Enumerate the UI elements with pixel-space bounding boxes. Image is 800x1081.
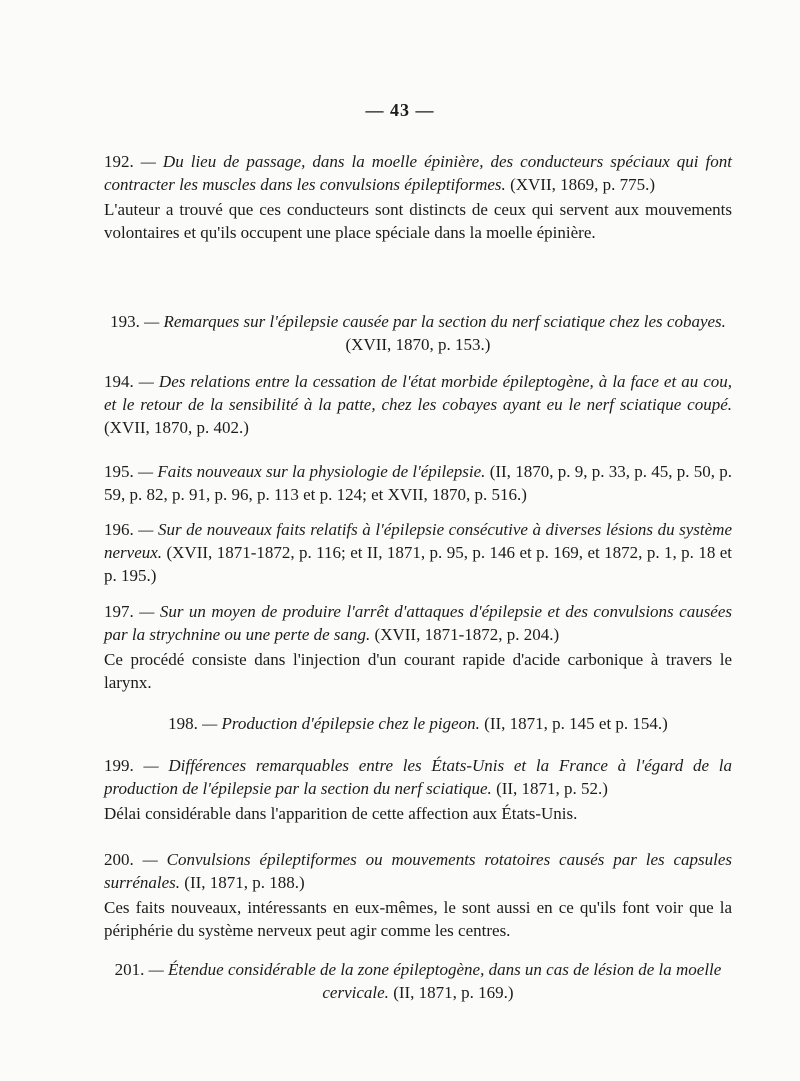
entry-note: Ces faits nouveaux, intéressants en eux-mêmes, le sont aussi en ce qu'ils font voir que la périphérie du système nerveux peut agir comme les centres.	[104, 898, 732, 940]
entry-reference: (XVII, 1871-1872, p. 204.)	[374, 625, 560, 644]
entry-reference: (XVII, 1870, p. 402.)	[104, 418, 249, 437]
entry-number: 194.	[104, 372, 134, 391]
entry-number: 198.	[168, 714, 198, 733]
entry-number: 192.	[104, 152, 134, 171]
entry-title: — Étendue considérable de la zone épileptogène, dans un cas de lésion de la moelle cervicale.	[148, 960, 722, 1002]
entry-note: L'auteur a trouvé que ces conducteurs sont distincts de ceux qui servent aux mouvements volontaires et qu'ils occupent une place spéciale dans la moelle épinière.	[104, 200, 732, 242]
entry-number: 199.	[104, 756, 134, 775]
entry-194	[104, 370, 732, 439]
entry-number: 193.	[110, 312, 140, 331]
entry-195	[104, 460, 732, 506]
entry-number: 195.	[104, 462, 134, 481]
entry-200	[104, 848, 732, 942]
page-number: — 43 —	[365, 100, 435, 120]
entry-reference: (XVII, 1869, p. 775.)	[510, 175, 656, 194]
entry-title: — Faits nouveaux sur la physiologie de l'épilepsie.	[138, 462, 486, 481]
entry-197	[104, 600, 732, 694]
entry-title: — Sur de nouveaux faits relatifs à l'épilepsie consécutive à diverses lésions du système nerveux.	[104, 520, 732, 562]
entry-reference: (II, 1870, p. 9, p. 33, p. 45, p. 50, p. 59, p. 82, p. 91, p. 96, p. 113 et p. 124; et XVII, 1870, p. 516.)	[104, 462, 733, 504]
entry-note: Ce procédé consiste dans l'injection d'un courant rapide d'acide carbonique à travers le larynx.	[104, 650, 732, 692]
entry-number: 200.	[104, 850, 134, 869]
entry-reference: (II, 1871, p. 188.)	[184, 873, 305, 892]
entry-198	[104, 712, 732, 735]
entry-reference: (II, 1871, p. 145 et p. 154.)	[484, 714, 668, 733]
entry-196	[104, 518, 732, 587]
entry-title: — Convulsions épileptiformes ou mouvements rotatoires causés par les capsules surrénales.	[104, 850, 733, 892]
entry-number: 201.	[114, 960, 145, 979]
entry-number: 196.	[104, 520, 134, 539]
entry-199	[104, 754, 732, 825]
entry-reference: (XVII, 1871-1872, p. 116; et II, 1871, p. 95, p. 146 et p. 169, et 1872, p. 1, p. 18 et p. 195.)	[104, 543, 733, 585]
entry-title: — Du lieu de passage, dans la moelle épinière, des conducteurs spéciaux qui font contracter les muscles dans les convulsions épileptiformes.	[104, 152, 732, 194]
entry-201	[104, 958, 732, 1004]
entry-title: — Production d'épilepsie chez le pigeon.	[202, 714, 480, 733]
entry-number: 197.	[104, 602, 134, 621]
entry-title: — Des relations entre la cessation de l'état morbide épileptogène, à la face et au cou, et le retour de la sensibilité à la patte, chez les cobayes ayant eu le nerf sciatique coupé.	[104, 372, 733, 414]
entry-title: — Remarques sur l'épilepsie causée par la section du nerf sciatique chez les cobayes.	[144, 312, 726, 331]
entry-193	[104, 310, 732, 356]
entry-192	[104, 150, 732, 244]
entry-reference: (II, 1871, p. 52.)	[496, 779, 608, 798]
entry-reference: (II, 1871, p. 169.)	[393, 983, 514, 1002]
entry-note: Délai considérable dans l'apparition de cette affection aux États-Unis.	[104, 804, 578, 823]
entry-title: — Sur un moyen de produire l'arrêt d'attaques d'épilepsie et des convulsions causées par la strychnine ou une perte de sang.	[104, 602, 733, 644]
entry-title: — Différences remarquables entre les États-Unis et la France à l'égard de la production de l'épilepsie par la section du nerf sciatique.	[104, 756, 733, 798]
entry-reference: (XVII, 1870, p. 153.)	[345, 335, 491, 354]
